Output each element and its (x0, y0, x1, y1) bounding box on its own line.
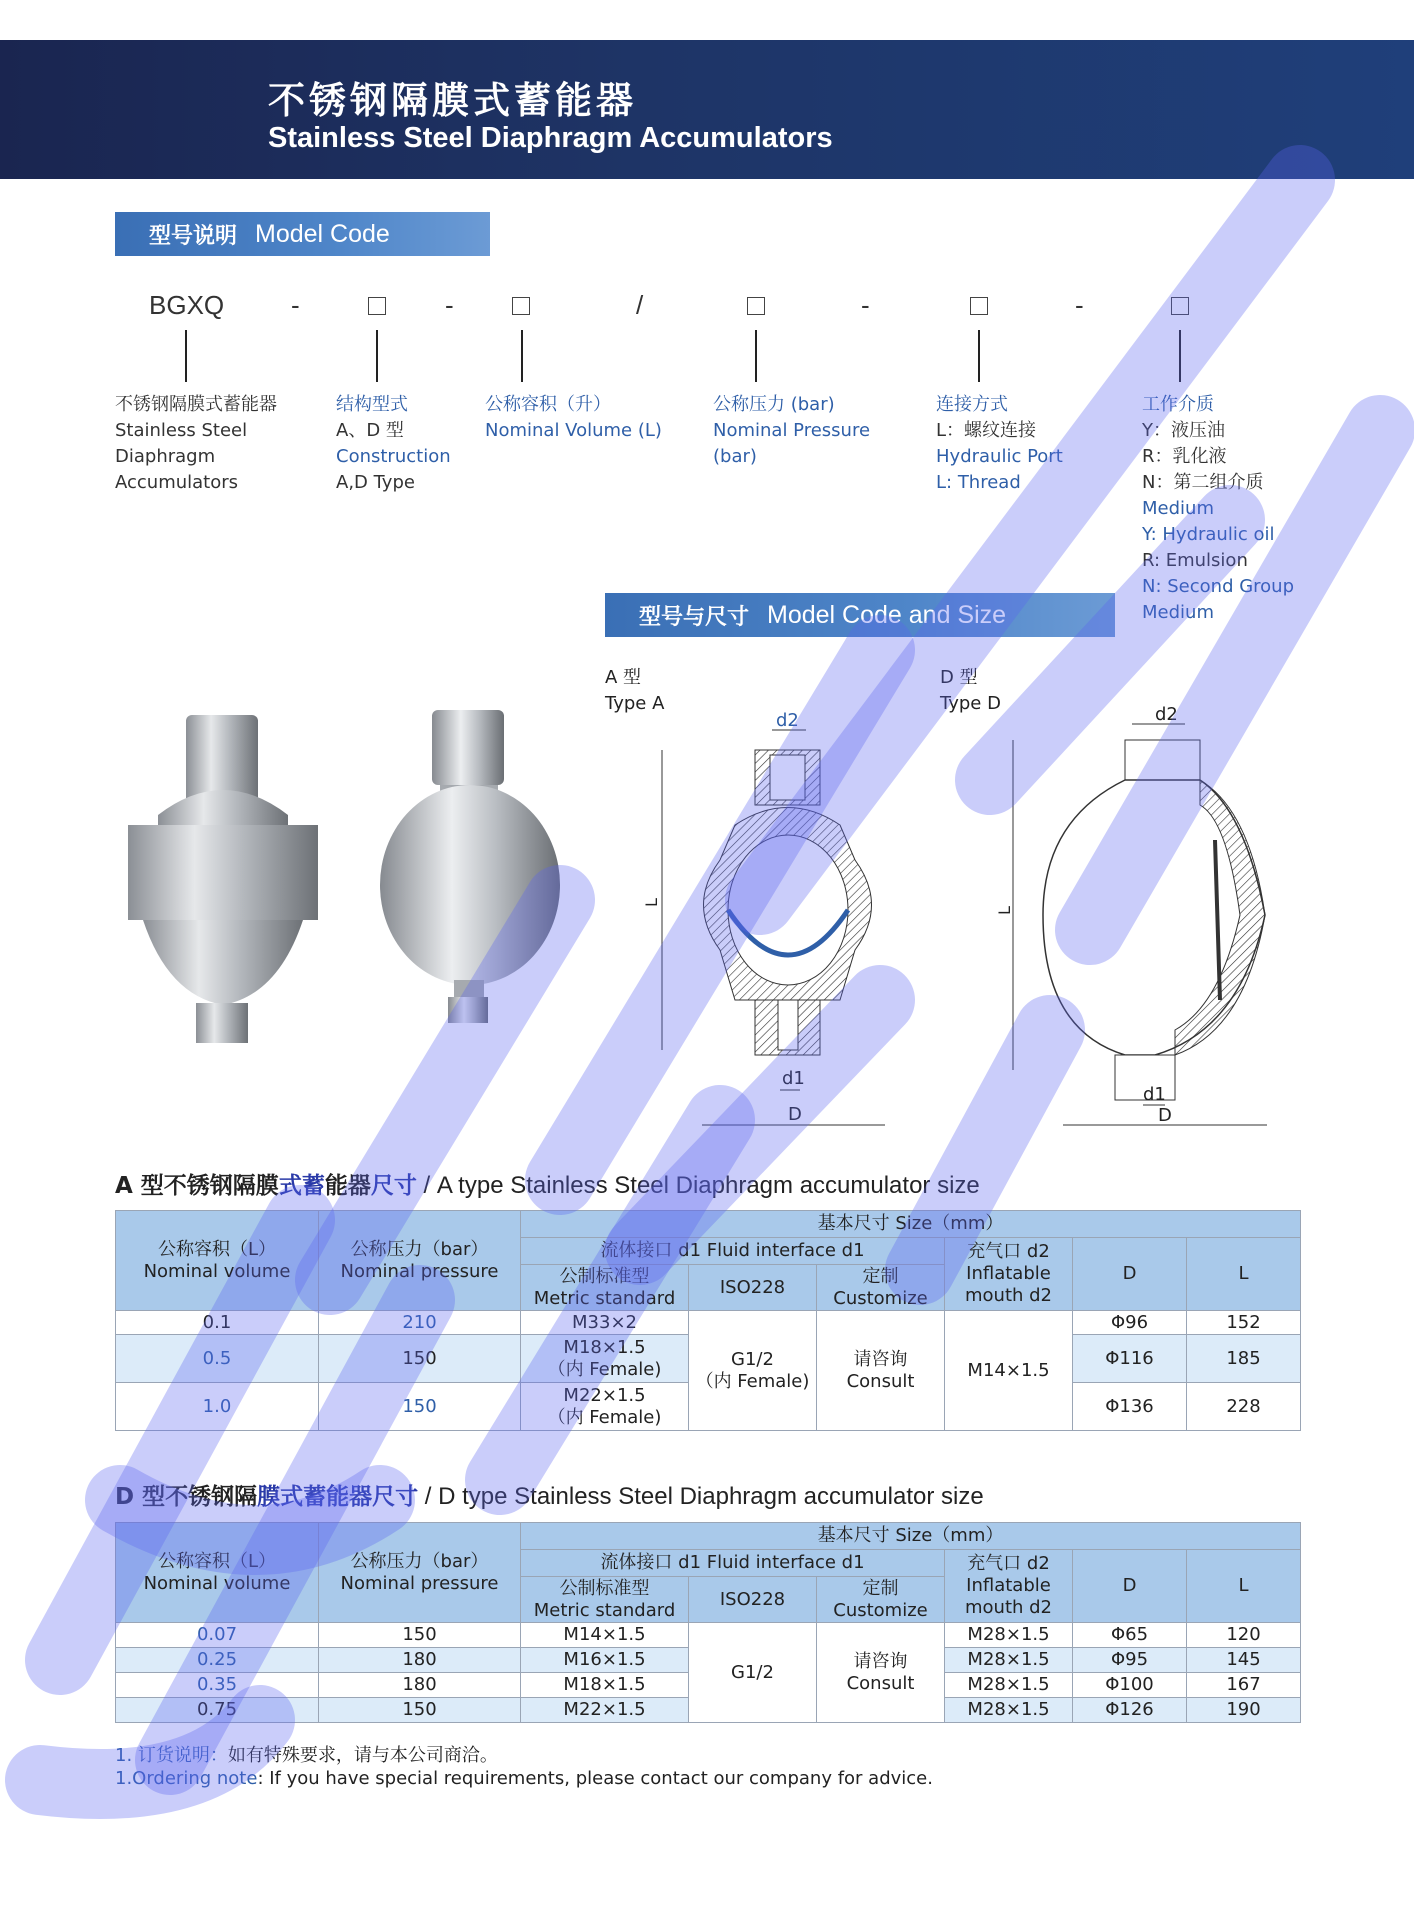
desc-line: R：乳化液 (1142, 446, 1227, 467)
type-d-en: Type D (940, 693, 1001, 714)
code-box-port (970, 297, 988, 315)
cell-D: Φ65 (1073, 1623, 1187, 1648)
cell-text: 请咨询 (853, 1650, 908, 1672)
desc-medium (1142, 392, 1294, 626)
cell-volume: 1.0 (116, 1383, 319, 1431)
desc-line: 结构型式 (336, 394, 408, 415)
code-line-5 (978, 330, 980, 382)
code-box-pressure (747, 297, 765, 315)
th-text: Inflatable (966, 1263, 1051, 1284)
cell-metric (521, 1335, 689, 1383)
code-line-4 (755, 330, 757, 382)
cell-pressure: 150 (319, 1335, 521, 1383)
cell-pressure: 150 (319, 1698, 521, 1723)
type-d-label (940, 665, 1001, 717)
th-fluid: 流体接口 d1 Fluid interface d1 (521, 1238, 945, 1265)
cell-inflate: M28×1.5 (945, 1698, 1073, 1723)
table-d-title-part: 不锈钢隔 (165, 1484, 258, 1510)
th-text: 公称压力（bar） (350, 1238, 489, 1260)
th-text: 定制 (862, 1265, 899, 1287)
th-iso: ISO228 (689, 1577, 817, 1623)
diagram-type-a (640, 700, 910, 1140)
cell-iso: G1/2 (689, 1623, 817, 1723)
code-line-6 (1179, 330, 1181, 382)
diagram-type-d (995, 700, 1285, 1140)
code-dash-4: - (1075, 290, 1084, 320)
table-row (116, 1311, 1301, 1335)
cell-pressure: 180 (319, 1648, 521, 1673)
cell-text: （内 Female) (695, 1370, 810, 1392)
cell-volume: 0.1 (116, 1311, 319, 1335)
cell-volume: 0.75 (116, 1698, 319, 1723)
cell-text: G1/2 (731, 1348, 774, 1370)
cell-text: （内 Female) (547, 1406, 662, 1428)
note-part: : If you have special requirements, please contact our company for advice. (257, 1768, 933, 1789)
desc-line: Diaphragm (115, 446, 216, 467)
table-d-title-sep: / (418, 1483, 439, 1510)
cell-metric (521, 1383, 689, 1431)
table-d-title-part: 膜式蓄能器尺寸 (257, 1484, 419, 1510)
desc-volume (485, 392, 662, 444)
type-d-cn: D 型 (940, 667, 978, 688)
cell-volume: 0.5 (116, 1335, 319, 1383)
header-banner (0, 40, 1414, 179)
cell-text: Consult (846, 1370, 915, 1392)
cell-D: Φ136 (1073, 1383, 1187, 1431)
th-volume (116, 1211, 319, 1311)
table-a-title (115, 1167, 980, 1200)
desc-line: N：第二组介质 (1142, 472, 1264, 493)
th-text: 公制标准型 (559, 1265, 650, 1287)
th-text: 充气口 d2 (967, 1241, 1050, 1262)
desc-line: 不锈钢隔膜式蓄能器 (115, 394, 277, 415)
th-metric (521, 1577, 689, 1623)
code-line-2 (376, 330, 378, 382)
desc-line: N: Second Group (1142, 576, 1295, 597)
cell-metric: M14×1.5 (521, 1623, 689, 1648)
code-prefix: BGXQ (149, 290, 225, 320)
dim-D-d: D (1158, 1105, 1172, 1126)
th-text: mouth d2 (964, 1597, 1053, 1618)
cell-pressure: 180 (319, 1673, 521, 1698)
th-iso: ISO228 (689, 1265, 817, 1311)
th-text: 充气口 d2 (967, 1553, 1050, 1574)
size-section-cn: 型号与尺寸 (639, 604, 750, 630)
desc-line: A、D 型 (336, 420, 404, 441)
th-text: Inflatable (966, 1575, 1051, 1596)
code-dash-1: - (291, 290, 300, 320)
desc-line: L：螺纹连接 (936, 420, 1037, 441)
desc-line: Construction (336, 446, 451, 467)
th-text: Customize (833, 1287, 928, 1309)
th-text: Customize (833, 1599, 928, 1621)
th-text: mouth d2 (964, 1285, 1053, 1306)
model-code-section-bar (115, 212, 490, 256)
th-D: D (1073, 1238, 1187, 1311)
cell-L: 120 (1187, 1623, 1301, 1648)
cell-volume: 0.25 (116, 1648, 319, 1673)
cell-L: 152 (1187, 1311, 1301, 1335)
th-L: L (1187, 1238, 1301, 1311)
desc-line: 公称容积（升） (485, 394, 611, 415)
desc-line: (bar) (713, 446, 757, 467)
photo-type-a-accumulator (118, 705, 328, 1065)
cell-inflate: M28×1.5 (945, 1673, 1073, 1698)
desc-pressure (713, 392, 870, 470)
code-box-medium (1171, 297, 1189, 315)
cell-text: （内 Female) (547, 1358, 662, 1380)
table-a (115, 1210, 1301, 1431)
desc-line: 连接方式 (936, 394, 1008, 415)
desc-port (936, 392, 1063, 496)
desc-line: A,D Type (336, 472, 415, 493)
th-pressure (319, 1211, 521, 1311)
table-d (115, 1522, 1301, 1723)
th-text: Nominal pressure (340, 1572, 499, 1594)
table-d-title-en: D type Stainless Steel Diaphragm accumulator size (438, 1483, 984, 1510)
desc-line: Y：液压油 (1142, 420, 1225, 441)
cell-L: 167 (1187, 1673, 1301, 1698)
table-a-title-en: A type Stainless Steel Diaphragm accumulator size (436, 1172, 980, 1199)
cell-pressure: 210 (319, 1311, 521, 1335)
table-a-title-sep: / (416, 1172, 437, 1199)
dim-L-d: L (995, 906, 1014, 915)
code-dash-2: - (445, 290, 454, 320)
code-box-volume (512, 297, 530, 315)
th-text: Nominal volume (143, 1572, 291, 1594)
size-section-bar (605, 593, 1115, 637)
cell-L: 228 (1187, 1383, 1301, 1431)
th-text: Nominal volume (143, 1260, 291, 1282)
dim-d1-d: d1 (1143, 1084, 1166, 1105)
cell-L: 190 (1187, 1698, 1301, 1723)
type-a-en: Type A (605, 693, 665, 714)
th-fluid: 流体接口 d1 Fluid interface d1 (521, 1550, 945, 1577)
cell-text: M22×1.5 (563, 1384, 646, 1406)
cell-inflate: M14×1.5 (945, 1311, 1073, 1431)
th-inflate (945, 1238, 1073, 1311)
cell-L: 185 (1187, 1335, 1301, 1383)
desc-line: 工作介质 (1142, 394, 1214, 415)
cell-inflate: M28×1.5 (945, 1623, 1073, 1648)
photo-type-d-accumulator (372, 705, 572, 1035)
desc-line: Nominal Pressure (713, 420, 871, 441)
cell-metric: M22×1.5 (521, 1698, 689, 1723)
table-row (116, 1623, 1301, 1648)
cell-text: 请咨询 (853, 1348, 908, 1370)
desc-line: Accumulators (115, 472, 239, 493)
th-text: Nominal pressure (340, 1260, 499, 1282)
desc-line: Nominal Volume (L) (485, 420, 662, 441)
table-a-title-part: 能器 (324, 1173, 371, 1199)
th-text: Metric standard (533, 1599, 676, 1621)
desc-accumulator (115, 392, 277, 496)
model-code-section-cn: 型号说明 (149, 223, 238, 249)
table-d-title (115, 1478, 984, 1511)
th-volume (116, 1523, 319, 1623)
code-box-construction (368, 297, 386, 315)
code-slash: / (636, 290, 644, 320)
th-custom (817, 1577, 945, 1623)
page-title-en: Stainless Steel Diaphragm Accumulators (268, 122, 833, 154)
desc-line: 公称压力 (bar) (713, 394, 835, 415)
table-a-title-part: 尺寸 (370, 1173, 417, 1199)
desc-line: R: Emulsion (1142, 550, 1248, 571)
cell-D: Φ96 (1073, 1311, 1187, 1335)
cell-D: Φ95 (1073, 1648, 1187, 1673)
th-basic-size: 基本尺寸 Size（mm） (521, 1211, 1301, 1238)
cell-metric: M18×1.5 (521, 1673, 689, 1698)
cell-custom (817, 1311, 945, 1431)
cell-text: M18×1.5 (563, 1336, 646, 1358)
cell-inflate: M28×1.5 (945, 1648, 1073, 1673)
table-a-title-part: 式蓄 (278, 1173, 325, 1199)
cell-volume: 0.07 (116, 1623, 319, 1648)
cell-text: Consult (846, 1672, 915, 1694)
desc-line: Hydraulic Port (936, 446, 1063, 467)
table-d-title-part: D 型 (115, 1484, 166, 1510)
th-text: 公称容积（L） (157, 1238, 277, 1260)
desc-construction (336, 392, 451, 496)
page-title-cn: 不锈钢隔膜式蓄能器 (268, 79, 637, 122)
th-text: 公称容积（L） (157, 1550, 277, 1572)
dim-d2-d: d2 (1155, 704, 1178, 725)
dim-d2-a: d2 (776, 710, 799, 731)
th-text: 公称压力（bar） (350, 1550, 489, 1572)
dim-L-a: L (642, 898, 661, 907)
ordering-note (115, 1744, 933, 1790)
cell-D: Φ100 (1073, 1673, 1187, 1698)
th-text: 定制 (862, 1577, 899, 1599)
th-D: D (1073, 1550, 1187, 1623)
desc-line: L: Thread (936, 472, 1021, 493)
code-dash-3: - (861, 290, 870, 320)
model-code-section-en: Model Code (255, 219, 390, 248)
th-text: 公制标准型 (559, 1577, 650, 1599)
desc-line: Medium (1142, 602, 1214, 623)
th-pressure (319, 1523, 521, 1623)
size-section-en: Model Code and Size (767, 600, 1007, 629)
table-a-title-part: A 型不锈钢隔膜 (115, 1173, 279, 1199)
dim-d1-a: d1 (782, 1068, 805, 1089)
note-part: 如有特殊要求，请与本公司商洽。 (227, 1745, 498, 1766)
cell-metric: M16×1.5 (521, 1648, 689, 1673)
th-L: L (1187, 1550, 1301, 1623)
th-basic-size: 基本尺寸 Size（mm） (521, 1523, 1301, 1550)
desc-line: Medium (1142, 498, 1214, 519)
th-text: Metric standard (533, 1287, 676, 1309)
cell-custom (817, 1623, 945, 1723)
code-line-3 (521, 330, 523, 382)
desc-line: Stainless Steel (115, 420, 248, 441)
th-custom (817, 1265, 945, 1311)
cell-pressure: 150 (319, 1623, 521, 1648)
th-inflate (945, 1550, 1073, 1623)
ordering-note-cn (115, 1744, 933, 1767)
cell-iso (689, 1311, 817, 1431)
ordering-note-en (115, 1767, 933, 1790)
note-part: 1.Ordering note (115, 1768, 258, 1789)
cell-L: 145 (1187, 1648, 1301, 1673)
note-part: 1. 订货说明： (115, 1745, 228, 1766)
code-line-1 (185, 330, 187, 382)
th-metric (521, 1265, 689, 1311)
cell-pressure: 150 (319, 1383, 521, 1431)
cell-volume: 0.35 (116, 1673, 319, 1698)
desc-line: Y: Hydraulic oil (1142, 524, 1275, 545)
cell-D: Φ116 (1073, 1335, 1187, 1383)
type-a-cn: A 型 (605, 667, 642, 688)
dim-D-a: D (788, 1104, 802, 1125)
cell-metric: M33×2 (521, 1311, 689, 1335)
cell-D: Φ126 (1073, 1698, 1187, 1723)
